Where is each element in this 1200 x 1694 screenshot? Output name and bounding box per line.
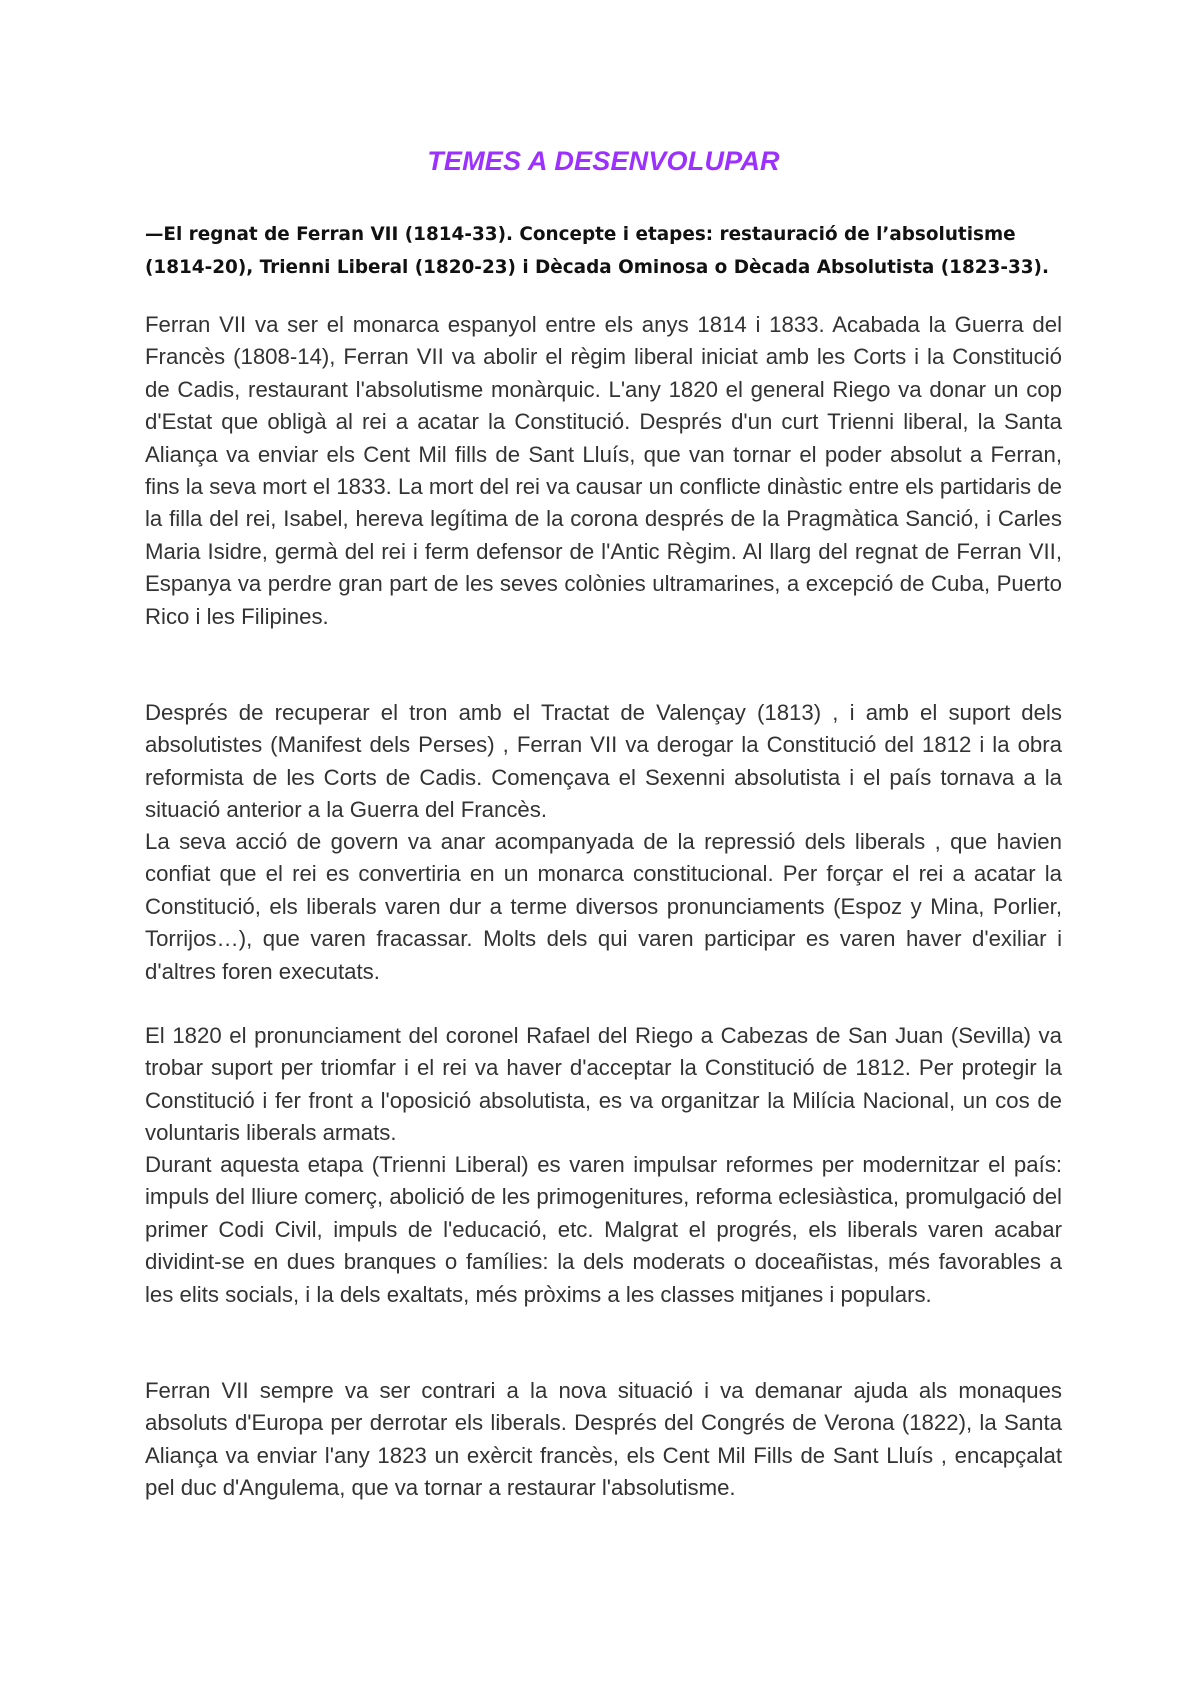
paragraph: Ferran VII va ser el monarca espanyol entre els anys 1814 i 1833. Acabada la Guerra del Francès (1808-14), Ferran VII va abolir el règim liberal iniciat amb les Corts i la Constitució de Cadis, restaurant l'absolutisme monàrquic. L'any 1820 el general Riego va donar un cop d'Estat que obligà al rei a acatar la Constitució. Després d'un curt Trienni liberal, la Santa Aliança va enviar els Cent Mil fills de Sant Lluís, que van tornar el poder absolut a Ferran, fins la seva mort el 1833. La mort del rei va causar un conflicte dinàstic entre els partidaris de la filla del rei, Isabel, hereva legítima de la corona després de la Pragmàtica Sanció, i Carles Maria Isidre, germà del rei i ferm defensor de l'Antic Règim. Al llarg del regnat de Ferran VII, Espanya va perdre gran part de les seves colònies ultramarines, a excepció de Cuba, Puerto Rico i les Filipines. [145,312,1062,629]
document-page [145,0,1062,1694]
paragraph: Durant aquesta etapa (Trienni Liberal) es varen impulsar reformes per modernitzar el país: impuls del lliure comerç, abolició de les primogenitures, reforma eclesiàstica, promulgació del primer Codi Civil, impuls de l'educació, etc. Malgrat el progrés, els liberals varen acabar dividint-se en dues branques o famílies: la dels moderats o doceañistas, més favorables a les elits socials, i la dels exaltats, més pròxims a les classes mitjanes i populars. [145,1152,1062,1307]
paragraph: La seva acció de govern va anar acompanyada de la repressió dels liberals , que havien confiat que el rei es convertiria en un monarca constitucional. Per forçar el rei a acatar la Constitució, els liberals varen dur a terme diversos pronunciaments (Espoz y Mina, Porlier, Torrijos…), que varen fracassar. Molts dels qui varen participar es varen haver d'exiliar i d'altres foren executats. [145,829,1062,984]
paragraph: Després de recuperar el tron amb el Tractat de Valençay (1813) , i amb el suport dels absolutistes (Manifest dels Perses) , Ferran VII va derogar la Constitució del 1812 i la obra reformista de les Corts de Cadis. Començava el Sexenni absolutista i el país tornava a la situació anterior a la Guerra del Francès. [145,700,1062,823]
section-heading: —El regnat de Ferran VII (1814-33). Concepte i etapes: restauració de l’absolutisme (1814-20), Trienni Liberal (1820-23) i Dècada Ominosa o Dècada Absolutista (1823-33). [145,224,1049,278]
paragraph: El 1820 el pronunciament del coronel Rafael del Riego a Cabezas de San Juan (Sevilla) va trobar suport per triomfar i el rei va haver d'acceptar la Constitució de 1812. Per protegir la Constitució i fer front a l'oposició absolutista, es va organitzar la Milícia Nacional, un cos de voluntaris liberals armats. [145,1023,1062,1146]
paragraph: Ferran VII sempre va ser contrari a la nova situació i va demanar ajuda als monaques absoluts d'Europa per derrotar els liberals. Després del Congrés de Verona (1822), la Santa Aliança va enviar l'any 1823 un exèrcit francès, els Cent Mil Fills de Sant Lluís , encapçalat pel duc d'Angulema, que va tornar a restaurar l'absolutisme. [145,1378,1062,1501]
document-title: TEMES A DESENVOLUPAR [427,146,780,176]
